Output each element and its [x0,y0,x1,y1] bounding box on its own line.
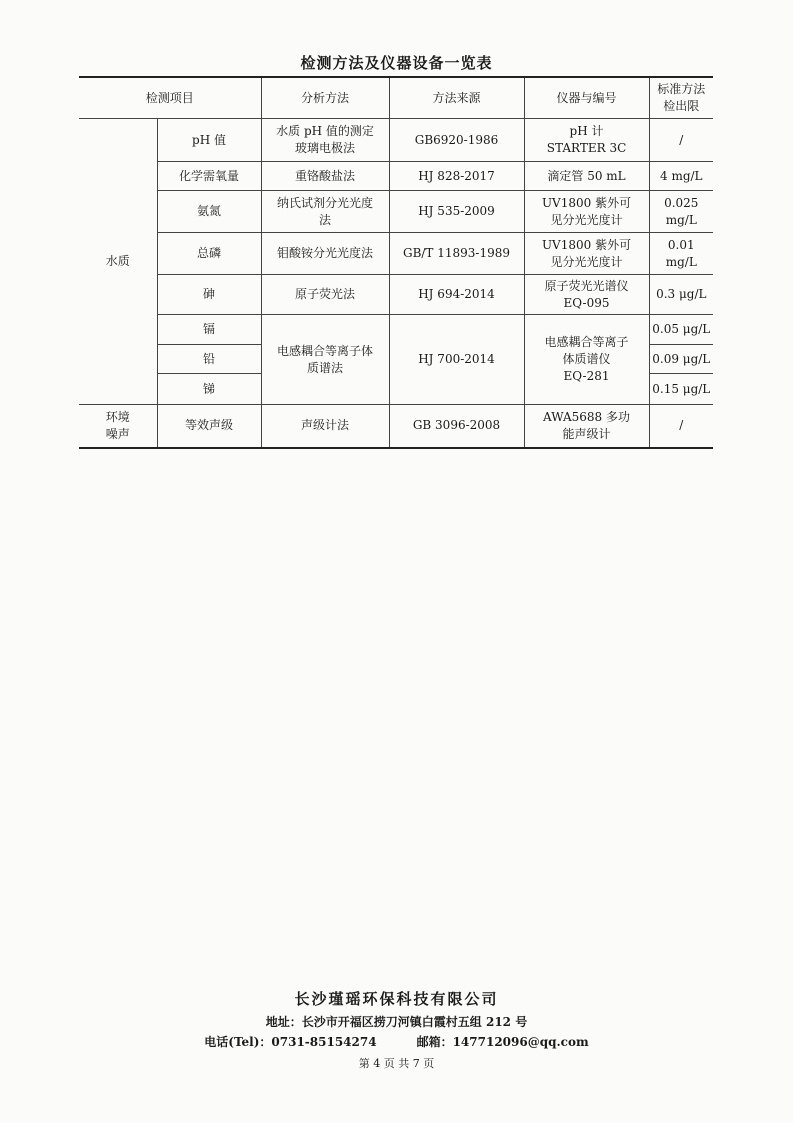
method-line: 纳氏试剂分光光度 [277,195,374,210]
instrument-cell: 滴定管 50 mL [524,162,649,191]
item-cell: 镉 [157,315,261,345]
limit-cell: / [649,119,713,162]
method-cell: 声级计法 [261,405,389,448]
instrument-line: 电感耦合等离子 [544,335,629,349]
instrument-cell [524,275,649,315]
table-row [79,233,713,275]
limit-cell: 0.09 μg/L [649,345,713,374]
header-limit-line1: 标准方法 [657,82,706,96]
table-row [79,315,713,345]
header-instrument: 仪器与编号 [524,77,649,119]
company-name: 长沙瑾瑶环保科技有限公司 [294,990,499,1008]
item-cell: 锑 [157,374,261,405]
method-line: 电感耦合等离子体 [277,343,374,358]
instrument-line: 见分光光度计 [550,254,623,269]
method-line: 质谱法 [307,360,344,375]
instrument-cell [524,191,649,233]
limit-cell: 4 mg/L [649,162,713,191]
header-limit [649,77,713,119]
limit-cell: 0.025 mg/L [649,191,713,233]
email-address: 邮箱：147712096@qq.com [416,1035,589,1049]
source-cell: GB 3096-2008 [389,405,524,448]
method-cell: 重铬酸盐法 [261,162,389,191]
source-cell: HJ 828-2017 [389,162,524,191]
instrument-line: STARTER 3C [546,141,627,155]
document-title: 检测方法及仪器设备一览表 [300,54,493,72]
table-row [79,405,713,448]
category-water: 水质 [79,119,157,405]
methods-table [79,76,713,449]
instrument-cell [524,405,649,448]
limit-cell: 0.05 μg/L [649,315,713,345]
instrument-line: AWA5688 多功 [543,409,630,424]
contact-line [0,1033,793,1050]
instrument-line: EQ-095 [563,295,610,310]
method-cell [261,191,389,233]
instrument-line: EQ-281 [563,369,610,383]
table-row [79,162,713,191]
table-row [79,191,713,233]
item-cell: 化学需氧量 [157,162,261,191]
limit-cell: 0.01 mg/L [649,233,713,275]
limit-cell: 0.15 μg/L [649,374,713,405]
category-noise [79,405,157,448]
table-header-row [79,77,713,119]
instrument-line: 体质谱仪 [562,352,611,366]
limit-cell: / [649,405,713,448]
source-cell: HJ 700-2014 [389,315,524,405]
method-line: 玻璃电极法 [295,141,356,155]
item-cell: pH 值 [157,119,261,162]
company-address: 地址：长沙市开福区捞刀河镇白霞村五组 212 号 [265,1015,528,1029]
item-cell: 总磷 [157,233,261,275]
table-row [79,119,713,162]
category-line: 环境 [105,409,130,424]
header-limit-line2: 检出限 [663,99,700,113]
source-cell: GB/T 11893-1989 [389,233,524,275]
instrument-cell [524,233,649,275]
instrument-cell [524,315,649,405]
instrument-cell [524,119,649,162]
category-line: 噪声 [105,426,130,441]
instrument-line: 原子荧光光谱仪 [544,278,629,293]
header-analysis: 分析方法 [261,77,389,119]
limit-cell: 0.3 μg/L [649,275,713,315]
item-cell: 砷 [157,275,261,315]
instrument-line: UV1800 紫外可 [541,195,632,210]
phone-number: 电话(Tel)：0731-85154274 [204,1035,377,1049]
item-cell: 铅 [157,345,261,374]
item-cell: 等效声级 [157,405,261,448]
method-cell [261,119,389,162]
instrument-line: 见分光光度计 [550,212,623,227]
table-row [79,275,713,315]
source-cell: HJ 694-2014 [389,275,524,315]
instrument-line: 能声级计 [562,426,611,441]
method-cell [261,315,389,405]
instrument-line: UV1800 紫外可 [541,237,632,252]
instrument-line: pH 计 [569,124,604,138]
source-cell: GB6920-1986 [389,119,524,162]
method-line: 水质 pH 值的测定 [276,124,374,138]
source-cell: HJ 535-2009 [389,191,524,233]
method-cell: 钼酸铵分光光度法 [261,233,389,275]
page-number: 第 4 页 共 7 页 [358,1057,435,1070]
header-item: 检测项目 [79,77,261,119]
header-source: 方法来源 [389,77,524,119]
item-cell: 氨氮 [157,191,261,233]
method-line: 法 [319,212,332,227]
method-cell: 原子荧光法 [261,275,389,315]
